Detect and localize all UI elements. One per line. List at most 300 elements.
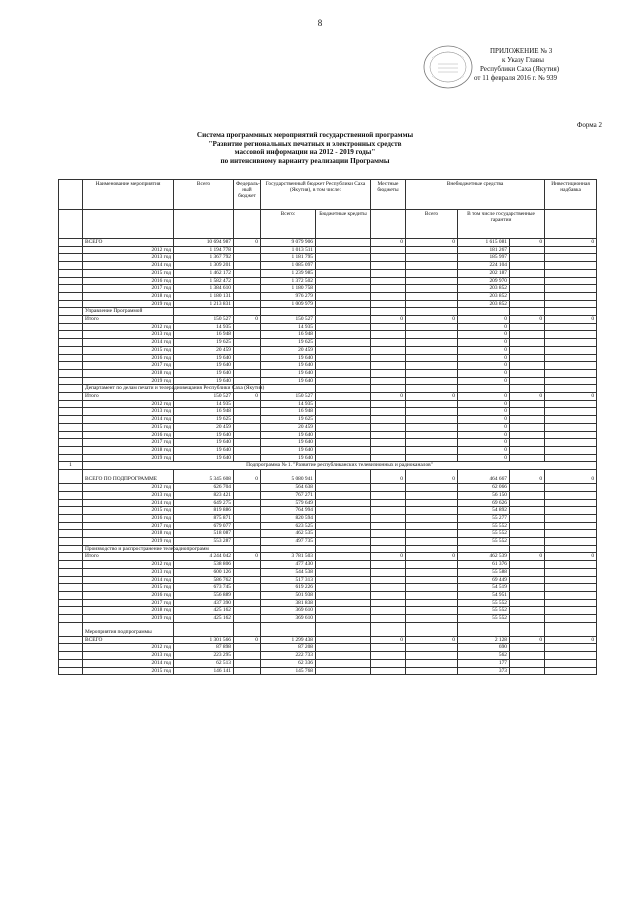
- cell-local: [371, 538, 406, 546]
- cell-total: [174, 308, 234, 316]
- cell-invest: [545, 667, 597, 675]
- cell-state-credit: [316, 530, 371, 538]
- cell-row-name: 2019 год: [83, 615, 174, 623]
- cell-extra-guarantee-a: 69 449: [458, 576, 510, 584]
- header-extra-total: Всего: [406, 210, 458, 239]
- cell-state-total: 3 781 503: [261, 553, 316, 561]
- cell-federal: [234, 454, 261, 462]
- cell-total: 19 640: [174, 369, 234, 377]
- table-row: [59, 576, 597, 584]
- cell-total: 875 871: [174, 514, 234, 522]
- cell-local: [371, 667, 406, 675]
- table-row: [59, 622, 597, 636]
- cell-local: 0: [371, 636, 406, 644]
- cell-state-credit: [316, 538, 371, 546]
- cell-row-name: 2014 год: [83, 262, 174, 270]
- cell-state-credit: [316, 416, 371, 424]
- cell-total: [174, 622, 234, 636]
- cell-extra-guarantee-a: 0: [458, 408, 510, 416]
- cell-row-name: 2015 год: [83, 584, 174, 592]
- cell-federal: [234, 507, 261, 515]
- cell-extra-guarantee-b: 0: [510, 316, 545, 324]
- cell-invest: [545, 522, 597, 530]
- cell-invest: [545, 584, 597, 592]
- cell-local: [371, 308, 406, 316]
- table-row: [59, 308, 597, 316]
- cell-local: [371, 507, 406, 515]
- cell-invest: [545, 431, 597, 439]
- cell-state-total: 19 640: [261, 439, 316, 447]
- cell-federal: [234, 346, 261, 354]
- cell-local: [371, 615, 406, 623]
- cell-extra-guarantee-b: [510, 362, 545, 370]
- cell-row-name: 2013 год: [83, 568, 174, 576]
- cell-invest: [545, 491, 597, 499]
- cell-local: [371, 591, 406, 599]
- cell-extra-guarantee-a: 55 277: [458, 514, 510, 522]
- table-row: [59, 239, 597, 247]
- cell-row-name: 2015 год: [83, 667, 174, 675]
- cell-extra-total: [406, 599, 458, 607]
- cell-local: [371, 522, 406, 530]
- cell-state-total: 9 079 906: [261, 239, 316, 247]
- cell-extra-guarantee-b: [510, 545, 545, 553]
- cell-number: [59, 576, 83, 584]
- table-row: [59, 530, 597, 538]
- cell-total: 62 513: [174, 659, 234, 667]
- cell-extra-total: [406, 408, 458, 416]
- cell-row-name: 2015 год: [83, 423, 174, 431]
- cell-invest: [545, 530, 597, 538]
- cell-total: 87 898: [174, 644, 234, 652]
- cell-federal: [234, 576, 261, 584]
- cell-row-name: Итого: [83, 316, 174, 324]
- cell-total: 1 180 131: [174, 292, 234, 300]
- cell-state-total: 19 640: [261, 362, 316, 370]
- cell-extra-guarantee-b: [510, 561, 545, 569]
- cell-total: 538 806: [174, 561, 234, 569]
- cell-extra-guarantee-b: [510, 499, 545, 507]
- cell-row-name: 2013 год: [83, 254, 174, 262]
- table-row: [59, 470, 597, 484]
- cell-state-total: 19 640: [261, 354, 316, 362]
- cell-local: [371, 576, 406, 584]
- appendix-line: от 11 февраля 2016 г. № 939: [474, 74, 558, 82]
- cell-invest: [545, 354, 597, 362]
- cell-number: [59, 538, 83, 546]
- cell-state-credit: [316, 553, 371, 561]
- cell-row-name: Итого: [83, 553, 174, 561]
- cell-local: [371, 439, 406, 447]
- cell-invest: [545, 507, 597, 515]
- table-row: [59, 285, 597, 293]
- cell-extra-total: [406, 323, 458, 331]
- cell-row-name: 2018 год: [83, 292, 174, 300]
- table-row: [59, 507, 597, 515]
- cell-extra-total: [406, 300, 458, 308]
- cell-local: 0: [371, 393, 406, 401]
- cell-local: [371, 269, 406, 277]
- cell-extra-total: [406, 254, 458, 262]
- cell-total: 223 295: [174, 652, 234, 660]
- cell-extra-guarantee-b: [510, 491, 545, 499]
- table-row: [59, 538, 597, 546]
- cell-invest: 0: [545, 316, 597, 324]
- table-row: [59, 499, 597, 507]
- cell-number: [59, 431, 83, 439]
- cell-row-name: 2017 год: [83, 599, 174, 607]
- cell-federal: [234, 561, 261, 569]
- cell-state-total: 619 226: [261, 584, 316, 592]
- cell-federal: [234, 599, 261, 607]
- cell-federal: [234, 607, 261, 615]
- cell-total: 518 087: [174, 530, 234, 538]
- cell-row-name: 2012 год: [83, 323, 174, 331]
- table-row: [59, 339, 597, 347]
- table-row: [59, 659, 597, 667]
- cell-number: [59, 331, 83, 339]
- cell-invest: [545, 285, 597, 293]
- cell-invest: [545, 408, 597, 416]
- cell-extra-guarantee-a: 181 267: [458, 246, 510, 254]
- cell-total: 553 287: [174, 538, 234, 546]
- cell-row-name: 2016 год: [83, 514, 174, 522]
- cell-state-credit: [316, 644, 371, 652]
- cell-extra-guarantee-b: 0: [510, 636, 545, 644]
- cell-total: 1 213 831: [174, 300, 234, 308]
- cell-extra-guarantee-a: 202 187: [458, 269, 510, 277]
- cell-extra-total: [406, 439, 458, 447]
- cell-number: [59, 667, 83, 675]
- cell-state-total: 14 935: [261, 323, 316, 331]
- cell-extra-guarantee-b: [510, 599, 545, 607]
- cell-row-name: 2013 год: [83, 491, 174, 499]
- cell-state-credit: [316, 507, 371, 515]
- cell-state-total: 150 527: [261, 316, 316, 324]
- cell-invest: [545, 254, 597, 262]
- cell-state-credit: [316, 400, 371, 408]
- cell-state-credit: [316, 308, 371, 316]
- table-row: [59, 323, 597, 331]
- cell-local: [371, 545, 406, 553]
- cell-federal: [234, 362, 261, 370]
- cell-state-credit: [316, 393, 371, 401]
- cell-state-credit: [316, 491, 371, 499]
- cell-state-credit: [316, 292, 371, 300]
- cell-invest: [545, 262, 597, 270]
- cell-local: [371, 454, 406, 462]
- cell-state-credit: [316, 369, 371, 377]
- cell-federal: [234, 285, 261, 293]
- page-number: 8: [317, 18, 323, 28]
- cell-total: 600 126: [174, 568, 234, 576]
- document-title: [100, 131, 510, 165]
- cell-extra-guarantee-b: [510, 269, 545, 277]
- cell-extra-guarantee-b: 0: [510, 470, 545, 484]
- cell-state-total: 462 535: [261, 530, 316, 538]
- cell-state-total: 477 430: [261, 561, 316, 569]
- cell-state-credit: [316, 362, 371, 370]
- cell-extra-guarantee-a: [458, 622, 510, 636]
- cell-extra-total: [406, 331, 458, 339]
- cell-extra-guarantee-a: 690: [458, 644, 510, 652]
- cell-extra-guarantee-a: 1 615 081: [458, 239, 510, 247]
- cell-invest: [545, 514, 597, 522]
- cell-invest: [545, 346, 597, 354]
- cell-extra-total: [406, 644, 458, 652]
- cell-state-credit: [316, 454, 371, 462]
- table-row: [59, 446, 597, 454]
- cell-state-credit: [316, 446, 371, 454]
- cell-local: [371, 331, 406, 339]
- cell-local: [371, 446, 406, 454]
- cell-number: [59, 323, 83, 331]
- subprogram-title: Подпрограмма № 1. "Развитие республиканских телевизионных и радиоканалов": [83, 462, 597, 470]
- cell-total: 19 640: [174, 446, 234, 454]
- header-federal: Федераль-ный бюджет: [234, 180, 261, 210]
- cell-total: 150 527: [174, 393, 234, 401]
- table-row: [59, 561, 597, 569]
- cell-total: 819 886: [174, 507, 234, 515]
- cell-number: [59, 530, 83, 538]
- title-line: "Развитие региональных печатных и электронных средств: [208, 139, 402, 148]
- cell-extra-guarantee-a: 203 852: [458, 292, 510, 300]
- cell-total: 4 244 042: [174, 553, 234, 561]
- cell-extra-total: [406, 499, 458, 507]
- header-extra: Внебюджетные средства: [406, 180, 545, 210]
- cell-state-credit: [316, 385, 371, 393]
- cell-extra-total: [406, 615, 458, 623]
- cell-extra-guarantee-a: 0: [458, 400, 510, 408]
- table-row: [59, 408, 597, 416]
- cell-number: [59, 591, 83, 599]
- table-row: [59, 454, 597, 462]
- cell-extra-guarantee-a: 55 552: [458, 538, 510, 546]
- cell-total: 19 640: [174, 431, 234, 439]
- cell-state-credit: [316, 584, 371, 592]
- cell-extra-total: [406, 385, 458, 393]
- cell-row-name: 2018 год: [83, 607, 174, 615]
- cell-extra-guarantee-b: [510, 385, 545, 393]
- cell-extra-guarantee-a: 0: [458, 369, 510, 377]
- cell-state-credit: [316, 599, 371, 607]
- cell-local: [371, 354, 406, 362]
- cell-state-credit: [316, 423, 371, 431]
- cell-row-name: Департамент по делам печати и телерадиовещания Республики Саха (Якутия): [83, 385, 174, 393]
- cell-invest: [545, 423, 597, 431]
- cell-number: [59, 561, 83, 569]
- cell-federal: [234, 644, 261, 652]
- cell-number: [59, 615, 83, 623]
- cell-row-name: 2013 год: [83, 408, 174, 416]
- cell-total: 425 162: [174, 607, 234, 615]
- table-row: [59, 545, 597, 553]
- cell-extra-guarantee-a: 203 852: [458, 300, 510, 308]
- cell-local: [371, 514, 406, 522]
- cell-state-total: 820 594: [261, 514, 316, 522]
- cell-extra-guarantee-a: 462 539: [458, 553, 510, 561]
- cell-state-credit: [316, 591, 371, 599]
- cell-row-name: 2014 год: [83, 416, 174, 424]
- cell-state-total: 19 640: [261, 377, 316, 385]
- cell-invest: [545, 446, 597, 454]
- cell-total: 16 948: [174, 331, 234, 339]
- cell-extra-guarantee-b: [510, 454, 545, 462]
- cell-extra-guarantee-a: 0: [458, 423, 510, 431]
- cell-extra-total: [406, 652, 458, 660]
- cell-total: 425 162: [174, 615, 234, 623]
- table-row: [59, 300, 597, 308]
- cell-invest: 0: [545, 636, 597, 644]
- cell-total: 823 421: [174, 491, 234, 499]
- table-row: [59, 346, 597, 354]
- cell-number: [59, 636, 83, 644]
- cell-state-credit: [316, 269, 371, 277]
- cell-row-name: 2019 год: [83, 454, 174, 462]
- cell-invest: 0: [545, 553, 597, 561]
- cell-extra-guarantee-b: [510, 262, 545, 270]
- cell-invest: [545, 499, 597, 507]
- cell-row-name: 2019 год: [83, 300, 174, 308]
- cell-row-name: 2016 год: [83, 354, 174, 362]
- cell-extra-total: [406, 561, 458, 569]
- cell-state-credit: [316, 652, 371, 660]
- cell-number: [59, 246, 83, 254]
- cell-state-credit: [316, 285, 371, 293]
- table-row: [59, 316, 597, 324]
- title-line: Система программных мероприятий государственной программы: [196, 131, 414, 139]
- cell-state-credit: [316, 354, 371, 362]
- cell-total: 19 640: [174, 454, 234, 462]
- cell-extra-total: [406, 584, 458, 592]
- cell-local: [371, 262, 406, 270]
- cell-state-total: 1 085 097: [261, 262, 316, 270]
- cell-local: [371, 385, 406, 393]
- cell-extra-guarantee-b: [510, 416, 545, 424]
- cell-extra-total: [406, 522, 458, 530]
- cell-state-total: 1 239 985: [261, 269, 316, 277]
- cell-extra-total: [406, 431, 458, 439]
- cell-extra-total: [406, 262, 458, 270]
- cell-number: [59, 354, 83, 362]
- cell-state-credit: [316, 615, 371, 623]
- table-row: [59, 262, 597, 270]
- subprogram-number: 1: [59, 462, 83, 470]
- cell-federal: [234, 491, 261, 499]
- table-row: [59, 522, 597, 530]
- cell-local: [371, 362, 406, 370]
- cell-state-credit: [316, 331, 371, 339]
- cell-extra-guarantee-b: [510, 439, 545, 447]
- cell-extra-total: [406, 491, 458, 499]
- cell-state-credit: [316, 561, 371, 569]
- cell-state-total: 517 313: [261, 576, 316, 584]
- cell-extra-total: [406, 507, 458, 515]
- cell-extra-total: [406, 530, 458, 538]
- cell-total: 150 527: [174, 316, 234, 324]
- title-line: по интенсивному варианту реализации Программы: [220, 156, 390, 165]
- header-number: [59, 180, 83, 210]
- cell-total: 19 625: [174, 339, 234, 347]
- cell-invest: [545, 369, 597, 377]
- table-row: [59, 292, 597, 300]
- cell-number: [59, 622, 83, 636]
- cell-number: [59, 254, 83, 262]
- table-row: [59, 269, 597, 277]
- cell-number: [59, 499, 83, 507]
- cell-extra-guarantee-b: [510, 285, 545, 293]
- cell-extra-guarantee-b: [510, 254, 545, 262]
- cell-extra-guarantee-b: [510, 667, 545, 675]
- cell-extra-guarantee-a: 0: [458, 339, 510, 347]
- cell-extra-total: 0: [406, 470, 458, 484]
- cell-federal: [234, 262, 261, 270]
- cell-extra-guarantee-a: 0: [458, 439, 510, 447]
- cell-state-total: 16 948: [261, 408, 316, 416]
- cell-extra-total: [406, 659, 458, 667]
- cell-extra-guarantee-b: [510, 431, 545, 439]
- cell-extra-guarantee-b: [510, 591, 545, 599]
- cell-state-total: [261, 385, 316, 393]
- cell-extra-guarantee-a: 464 667: [458, 470, 510, 484]
- cell-extra-guarantee-a: 55 552: [458, 607, 510, 615]
- cell-extra-guarantee-b: [510, 615, 545, 623]
- cell-extra-guarantee-a: 54 519: [458, 584, 510, 592]
- cell-extra-guarantee-b: [510, 538, 545, 546]
- cell-local: [371, 599, 406, 607]
- cell-row-name: 2014 год: [83, 576, 174, 584]
- cell-state-credit: [316, 346, 371, 354]
- cell-number: [59, 277, 83, 285]
- cell-state-total: 369 610: [261, 615, 316, 623]
- cell-extra-guarantee-a: 0: [458, 377, 510, 385]
- cell-row-name: ВСЕГО ПО ПОДПРОГРАММЕ: [83, 470, 174, 484]
- cell-state-total: 544 538: [261, 568, 316, 576]
- cell-extra-total: [406, 285, 458, 293]
- cell-federal: [234, 530, 261, 538]
- cell-invest: [545, 538, 597, 546]
- cell-row-name: 2012 год: [83, 644, 174, 652]
- cell-federal: 0: [234, 239, 261, 247]
- cell-invest: [545, 300, 597, 308]
- cell-invest: [545, 292, 597, 300]
- table-row: [59, 484, 597, 492]
- cell-local: [371, 584, 406, 592]
- cell-local: [371, 292, 406, 300]
- cell-local: [371, 530, 406, 538]
- cell-state-total: 1 009 979: [261, 300, 316, 308]
- cell-row-name: 2015 год: [83, 507, 174, 515]
- cell-state-credit: [316, 484, 371, 492]
- cell-extra-total: [406, 545, 458, 553]
- header-extra-guarantee: В том числе государственные гарантии: [458, 210, 545, 239]
- cell-row-name: 2017 год: [83, 285, 174, 293]
- cell-extra-guarantee-a: 373: [458, 667, 510, 675]
- cell-federal: [234, 446, 261, 454]
- cell-row-name: Управление Программой: [83, 308, 174, 316]
- cell-extra-total: [406, 269, 458, 277]
- cell-extra-guarantee-a: 2 128: [458, 636, 510, 644]
- cell-invest: 0: [545, 393, 597, 401]
- cell-extra-guarantee-b: [510, 644, 545, 652]
- cell-invest: [545, 561, 597, 569]
- cell-local: [371, 285, 406, 293]
- cell-extra-guarantee-a: 0: [458, 316, 510, 324]
- table-row: [59, 423, 597, 431]
- header-invest: Инвестиционная надбавка: [545, 180, 597, 210]
- cell-federal: 0: [234, 393, 261, 401]
- cell-extra-guarantee-a: 0: [458, 454, 510, 462]
